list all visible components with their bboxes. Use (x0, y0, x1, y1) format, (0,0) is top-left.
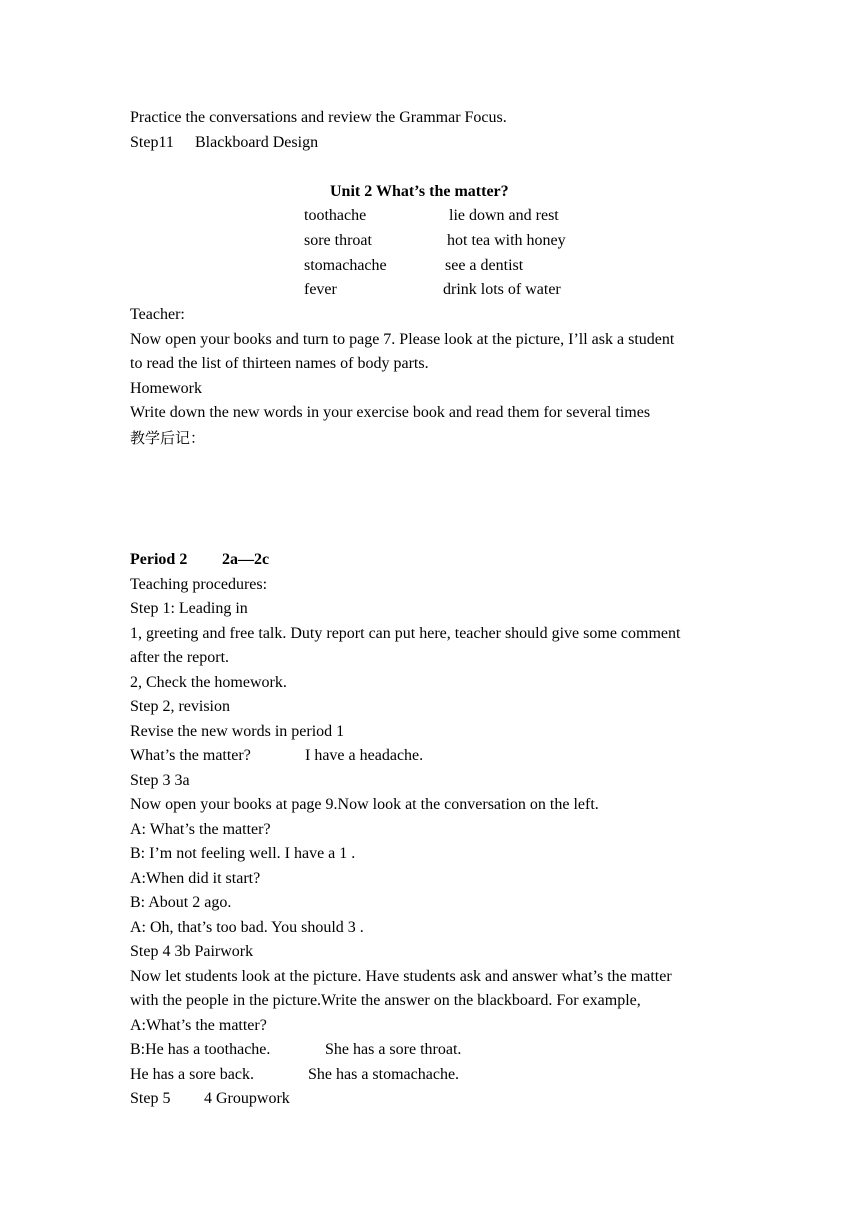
dialog-line-2: B: I’m not feeling well. I have a 1 . (130, 845, 356, 862)
teacher-label: Teacher: (130, 306, 185, 323)
step4-row-1-left: B:He has a toothache. (130, 1041, 271, 1058)
step4-question: A:What’s the matter? (130, 1017, 267, 1034)
teaching-notes-label: 教学后记： (130, 429, 206, 447)
step3-line-1: Now open your books at page 9.Now look at the conversation on the left. (130, 796, 599, 813)
procedures-label: Teaching procedures: (130, 576, 268, 593)
step5-label: Step 5 (130, 1090, 171, 1107)
step4-row-1-right: She has a sore throat. (325, 1041, 462, 1058)
practice-line: Practice the conversations and review the Grammar Focus. (130, 109, 507, 126)
blackboard-row-1-left: toothache (304, 207, 367, 224)
step4-line-1: Now let students look at the picture. Have students ask and answer what’s the matter (130, 968, 672, 985)
step4-heading: Step 4 3b Pairwork (130, 943, 254, 960)
blackboard-row-4-right: drink lots of water (443, 281, 561, 298)
dialog-line-5: A: Oh, that’s too bad. You should 3 . (130, 919, 364, 936)
homework-label: Homework (130, 380, 202, 397)
step1-line-2: after the report. (130, 649, 230, 666)
step2-heading: Step 2, revision (130, 698, 230, 715)
dialog-line-4: B: About 2 ago. (130, 894, 232, 911)
step4-line-2: with the people in the picture.Write the answer on the blackboard. For example, (130, 992, 641, 1009)
step2-answer: I have a headache. (305, 747, 424, 764)
blackboard-title: Unit 2 What’s the matter? (330, 183, 509, 200)
blackboard-row-3-right: see a dentist (445, 257, 524, 274)
homework-text: Write down the new words in your exercise book and read them for several times (130, 404, 651, 421)
teacher-line-2: to read the list of thirteen names of body parts. (130, 355, 429, 372)
step4-row-2-left: He has a sore back. (130, 1066, 254, 1083)
step2-question: What’s the matter? (130, 747, 251, 764)
step1-line-1: 1, greeting and free talk. Duty report can put here, teacher should give some comment (130, 625, 681, 642)
period-range: 2a—2c (222, 551, 270, 568)
step5-heading (130, 1089, 290, 1109)
step2-example (130, 746, 424, 766)
step4-row-2-right: She has a stomachache. (308, 1066, 460, 1083)
period-title: Period 2 (130, 551, 188, 568)
step1-heading: Step 1: Leading in (130, 600, 248, 617)
blackboard-row-4-left: fever (304, 281, 337, 298)
blackboard-row-2-left: sore throat (304, 232, 372, 249)
dialog-line-1: A: What’s the matter? (130, 821, 271, 838)
step11-heading (130, 133, 319, 153)
step11-title: Blackboard Design (195, 134, 319, 151)
blackboard-row-3-left: stomachache (304, 257, 387, 274)
blackboard-row-2-right: hot tea with honey (447, 232, 566, 249)
step3-heading: Step 3 3a (130, 772, 190, 789)
step4-example-row-1 (130, 1040, 462, 1060)
step1-line-3: 2, Check the homework. (130, 674, 287, 691)
step5-title: 4 Groupwork (204, 1090, 290, 1107)
dialog-line-3: A:When did it start? (130, 870, 261, 887)
blackboard-row-1-right: lie down and rest (449, 207, 559, 224)
step4-example-row-2 (130, 1065, 460, 1085)
period-heading (130, 550, 270, 570)
step2-line-1: Revise the new words in period 1 (130, 723, 345, 740)
teacher-line-1: Now open your books and turn to page 7. Please look at the picture, I’ll ask a student (130, 331, 675, 348)
step11-label: Step11 (130, 134, 174, 151)
